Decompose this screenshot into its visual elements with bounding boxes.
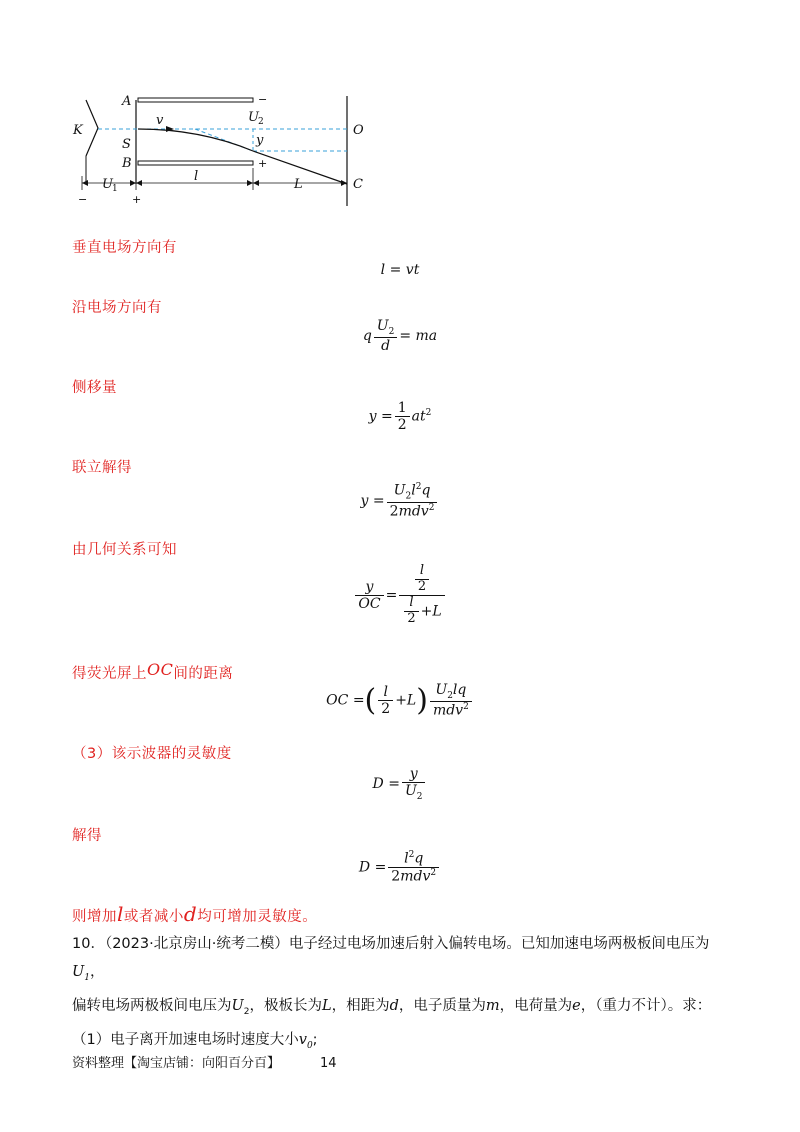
dim-arrow-3 xyxy=(253,180,259,186)
question-line-3: （1）电子离开加速电场时速度大小$v_0$; xyxy=(72,1031,318,1051)
label-l-big: L xyxy=(294,177,303,192)
question-line-1: 10．（2023·北京房山·统考二模）电子经过电场加速后射入偏转电场。已知加速电场两极板间电压为$U_1$， xyxy=(72,936,710,983)
label-v: v xyxy=(156,113,164,128)
label-k: K xyxy=(73,123,83,138)
label-b: B xyxy=(122,156,132,171)
step-label-5: 由几何关系可知 xyxy=(72,542,177,558)
step-label-4: 联立解得 xyxy=(72,460,132,476)
equation-displacement: y = $\frac{1}{2}$ $at^2$ xyxy=(368,400,432,434)
sign-bottom-plate: + xyxy=(258,157,268,170)
label-a: A xyxy=(122,94,132,109)
question-line-2: 偏转电场两极板间电压为$U_2$，极板长为L，相距为d，电子质量为m，电荷量为e，（重力不计）。求： xyxy=(72,997,712,1017)
equation-oc: OC =( $\frac{l}{2}$ +L) $\frac{U_2lq}{mdv^2}$ xyxy=(0,682,800,719)
step-label-7: （3）该示波器的灵敏度 xyxy=(72,746,232,762)
label-u2: U xyxy=(248,110,259,125)
label-l-small: l xyxy=(194,169,199,184)
sign-top-plate: − xyxy=(258,93,268,106)
question-10 xyxy=(72,930,732,1060)
step-label-8: 解得 xyxy=(72,828,102,844)
step-label-6: 得荧光屏上OC间的距离 xyxy=(72,660,234,682)
oscilloscope-diagram xyxy=(70,88,390,213)
conclusion-text: 则增加l或者减小d均可增加灵敏度。 xyxy=(72,902,318,926)
dim-arrow-6 xyxy=(130,180,136,186)
electron-trajectory xyxy=(138,129,347,184)
label-u2-sub: 2 xyxy=(258,117,264,127)
label-o: O xyxy=(353,123,364,138)
step-label-2: 沿电场方向有 xyxy=(72,300,162,316)
label-s: S xyxy=(122,137,131,152)
footer-source: 资料整理【淘宝店铺：向阳百分百】 xyxy=(72,1056,281,1071)
step-label-3: 侧移量 xyxy=(72,380,117,396)
equation-d-result: D = $\frac{l^2q}{2mdv^2}$ xyxy=(0,850,800,885)
step-label-1: 垂直电场方向有 xyxy=(72,240,177,256)
plate-b xyxy=(138,161,253,165)
label-y: y xyxy=(256,133,264,148)
equation-sensitivity: D = $\frac{y}{U_2}$ xyxy=(0,766,800,802)
dim-arrow-1 xyxy=(136,180,142,186)
label-c: C xyxy=(353,177,363,192)
dim-arrow-4 xyxy=(341,180,347,186)
cathode-shape xyxy=(86,100,98,156)
dim-arrow-5 xyxy=(82,180,88,186)
equation-y-result: y = $\frac{U_2l^2q}{2mdv^2}$ xyxy=(0,482,800,520)
label-u1-sub: 1 xyxy=(112,184,118,194)
plate-a xyxy=(138,98,253,102)
sign-plus-left: + xyxy=(132,193,142,206)
equation-l-vt: l = vt xyxy=(380,262,420,278)
sign-minus-left: − xyxy=(78,193,88,206)
equation-force: q $\frac{U_2}{d}$ = ma xyxy=(362,318,438,355)
dim-arrow-2 xyxy=(247,180,253,186)
label-u1: U xyxy=(102,177,113,192)
page-footer xyxy=(72,1052,337,1071)
page-number: 14 xyxy=(320,1056,337,1071)
equation-geometry: $\frac{y}{OC}$ = $\frac{l}{2}$ $\frac{l}{2}$ +L xyxy=(0,564,800,627)
